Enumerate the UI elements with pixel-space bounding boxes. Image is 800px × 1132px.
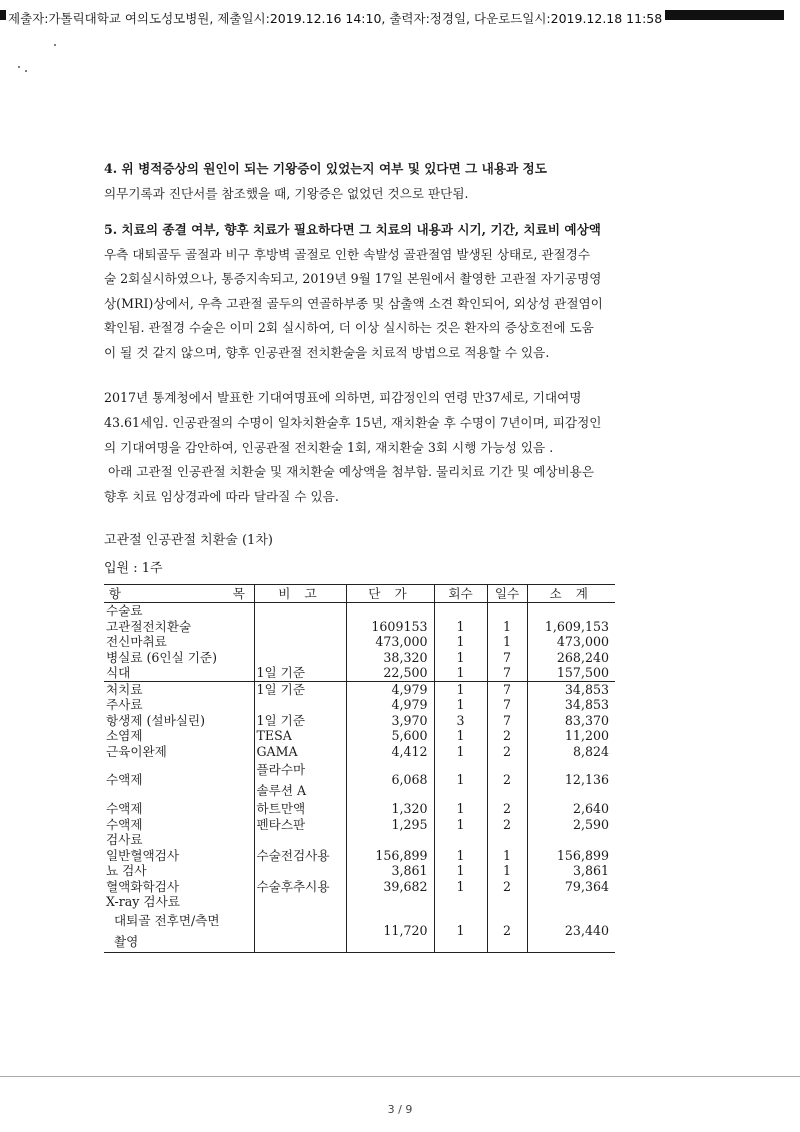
table-header-row xyxy=(104,585,615,603)
cell-price: 4,979 xyxy=(346,681,434,697)
cell-price: 3,861 xyxy=(346,863,434,879)
paragraph-line: 의 기대여명을 감안하여, 인공관절 전치환술 1회, 재치환술 3회 시행 가능성 있음 . xyxy=(104,439,554,455)
cell-price xyxy=(346,603,434,619)
cell-price xyxy=(346,832,434,848)
cell-item: 전신마취료 xyxy=(106,634,167,649)
paragraph-line: 43.61세임. 인공관절의 수명이 일차치환술후 15년, 재치환술 후 수명이 7년이며, 피감정인 xyxy=(104,414,602,430)
section-5-line: 우측 대퇴골두 골절과 비구 후방벽 골절로 인한 속발성 골관절염 발생된 상태로, 관절경수 xyxy=(104,246,590,262)
cell-subtotal: 83,370 xyxy=(527,713,615,729)
cell-item xyxy=(104,910,254,953)
cell-days xyxy=(487,832,527,848)
cell-price: 156,899 xyxy=(346,848,434,864)
cell-days xyxy=(487,603,527,619)
cell-item: 근육이완제 xyxy=(106,743,167,759)
cell-item: 병실료 (6인실 기준) xyxy=(106,649,218,665)
cell-price: 11,720 xyxy=(346,910,434,953)
table-row xyxy=(104,910,615,953)
cell-days: 1 xyxy=(487,863,527,879)
table-row xyxy=(104,681,615,697)
cell-days: 1 xyxy=(487,634,527,650)
cell-item: 주사료 xyxy=(106,697,143,712)
cell-times: 1 xyxy=(434,681,487,697)
table-row xyxy=(104,665,615,681)
table-row xyxy=(104,759,615,801)
section-4-line: 의무기록과 진단서를 참조했을 때, 기왕증은 없었던 것으로 판단됨. xyxy=(104,185,469,201)
cell-price: 4,979 xyxy=(346,697,434,713)
cell-note xyxy=(254,832,346,848)
cell-subtotal: 2,640 xyxy=(527,801,615,817)
table-row xyxy=(104,697,615,713)
cell-subtotal xyxy=(527,894,615,910)
cell-note xyxy=(254,634,346,650)
cell-days: 2 xyxy=(487,744,527,760)
cell-times: 1 xyxy=(434,697,487,713)
section-5-line: 술 2회실시하였으나, 통증지속되고, 2019년 9월 17일 본원에서 촬영한 고관절 자기공명영 xyxy=(104,271,602,286)
cell-subtotal: 157,500 xyxy=(527,665,615,681)
cell-price: 38,320 xyxy=(346,650,434,666)
cell-times xyxy=(434,894,487,910)
cell-subtotal: 79,364 xyxy=(527,879,615,895)
cell-subtotal xyxy=(527,832,615,848)
cell-price: 39,682 xyxy=(346,879,434,895)
section-5-line: 이 될 것 같지 않으며, 향후 인공관절 전치환술을 치료적 방법으로 적용할 수 있음. xyxy=(104,344,550,360)
section-5-line: 상(MRI)상에서, 우측 고관절 골두의 연골하부종 및 삼출액 소견 확인되어, 외상성 관절염이 xyxy=(104,295,603,311)
scan-speck xyxy=(54,44,56,46)
cell-subtotal xyxy=(527,603,615,619)
cell-item: 처치료 xyxy=(106,681,143,697)
footer-divider xyxy=(0,1076,800,1077)
cell-note xyxy=(254,894,346,910)
cell-times: 1 xyxy=(434,619,487,635)
column-header-days: 일수 xyxy=(487,585,527,603)
cell-times: 1 xyxy=(434,879,487,895)
cell-days: 2 xyxy=(487,728,527,744)
column-header-price: 단 가 xyxy=(346,585,434,603)
cell-item: 검사료 xyxy=(106,832,143,847)
cell-subtotal: 3,861 xyxy=(527,863,615,879)
cell-days: 2 xyxy=(487,817,527,833)
cell-times: 1 xyxy=(434,634,487,650)
paragraph-line: 향후 치료 임상경과에 따라 달라질 수 있음. xyxy=(104,489,339,505)
cell-item: 수술료 xyxy=(106,603,143,618)
scan-speck xyxy=(18,66,20,68)
cell-item-line: 촬영 xyxy=(106,933,139,949)
cell-times: 1 xyxy=(434,665,487,681)
cell-note xyxy=(254,697,346,713)
table-row xyxy=(104,832,615,848)
table-row xyxy=(104,713,615,729)
column-header-item-text: 항 목 xyxy=(108,586,249,601)
cell-times: 3 xyxy=(434,713,487,729)
section-5-heading: 5. 치료의 종결 여부, 향후 치료가 필요하다면 그 치료의 내용과 시기, 기간, 치료비 예상액 xyxy=(104,222,601,237)
cell-price xyxy=(346,894,434,910)
cell-subtotal: 23,440 xyxy=(527,910,615,953)
cell-price: 473,000 xyxy=(346,634,434,650)
cell-note: GAMA xyxy=(254,744,346,760)
cell-note-line: 플라수마 xyxy=(256,762,306,777)
cell-times: 1 xyxy=(434,910,487,953)
cell-item-line: 대퇴골 전후면/측면 xyxy=(106,912,220,928)
cell-days: 2 xyxy=(487,801,527,817)
cell-note: 1일 기준 xyxy=(254,681,346,697)
table-row xyxy=(104,894,615,910)
cell-note xyxy=(254,650,346,666)
table-row xyxy=(104,650,615,666)
scan-speck xyxy=(25,70,27,72)
cell-note: 펜타스판 xyxy=(254,817,346,833)
cell-item: 수액제 xyxy=(106,816,143,832)
cell-item: X-ray 검사료 xyxy=(106,894,180,909)
column-header-item xyxy=(104,585,254,603)
cell-note: 1일 기준 xyxy=(254,713,346,729)
cell-price: 3,970 xyxy=(346,713,434,729)
cell-item: 항생제 (설바실린) xyxy=(106,712,205,728)
cell-subtotal: 12,136 xyxy=(527,759,615,801)
cell-times: 1 xyxy=(434,863,487,879)
column-header-subtotal: 소 계 xyxy=(527,585,615,603)
cell-days: 7 xyxy=(487,650,527,666)
cell-subtotal: 268,240 xyxy=(527,650,615,666)
cell-item: 고관절전치환술 xyxy=(106,618,192,634)
cell-item: 뇨 검사 xyxy=(106,863,147,878)
cell-item: 일반혈액검사 xyxy=(106,847,179,863)
table-row xyxy=(104,879,615,895)
cell-price: 1,295 xyxy=(346,817,434,833)
submission-header: 제출자:가톨릭대학교 여의도성모병원, 제출일시:2019.12.16 14:10, 출력자:정경일, 다운로드일시:2019.12.18 11:58 xyxy=(6,9,665,27)
cell-subtotal: 11,200 xyxy=(527,728,615,744)
section-4-heading: 4. 위 병적증상의 원인이 되는 기왕증이 있었는지 여부 및 있다면 그 내용과 정도 xyxy=(104,161,547,176)
table-row xyxy=(104,634,615,650)
cell-subtotal: 1,609,153 xyxy=(527,619,615,635)
section-4 xyxy=(104,157,704,206)
cell-days: 1 xyxy=(487,848,527,864)
cell-subtotal: 34,853 xyxy=(527,681,615,697)
table-title: 고관절 인공관절 치환술 (1차) xyxy=(104,533,273,548)
cell-note: 수술전검사용 xyxy=(254,848,346,864)
cell-days: 1 xyxy=(487,619,527,635)
table-row xyxy=(104,728,615,744)
table-row xyxy=(104,863,615,879)
cell-item: 수액제 xyxy=(106,772,143,788)
table-row xyxy=(104,801,615,817)
cell-days: 2 xyxy=(487,879,527,895)
cell-note: 1일 기준 xyxy=(254,665,346,681)
cell-days: 7 xyxy=(487,697,527,713)
cell-times: 1 xyxy=(434,848,487,864)
section-5 xyxy=(104,218,704,365)
cell-times xyxy=(434,832,487,848)
cell-subtotal: 2,590 xyxy=(527,817,615,833)
cell-days xyxy=(487,894,527,910)
table-row xyxy=(104,603,615,619)
cell-days: 7 xyxy=(487,681,527,697)
cell-subtotal: 473,000 xyxy=(527,634,615,650)
cell-price: 5,600 xyxy=(346,728,434,744)
cell-days: 2 xyxy=(487,910,527,953)
cell-item: 수액제 xyxy=(106,801,143,816)
cell-note xyxy=(254,759,346,801)
cell-subtotal: 156,899 xyxy=(527,848,615,864)
table-row xyxy=(104,848,615,864)
table-row xyxy=(104,744,615,760)
cell-price: 1609153 xyxy=(346,619,434,635)
page-number: 3 / 9 xyxy=(387,1103,413,1116)
cell-note-line: 솔루션 A xyxy=(256,783,307,798)
cell-price: 1,320 xyxy=(346,801,434,817)
cell-times: 1 xyxy=(434,650,487,666)
cell-note: 수술후추시용 xyxy=(254,879,346,895)
paragraph-line: 2017년 통계청에서 발표한 기대여명표에 의하면, 피감정인의 연령 만37세로, 기대여명 xyxy=(104,390,582,405)
cost-estimate-table xyxy=(104,584,615,953)
cell-subtotal: 8,824 xyxy=(527,744,615,760)
cell-times: 1 xyxy=(434,759,487,801)
cell-note xyxy=(254,619,346,635)
cell-note xyxy=(254,910,346,953)
cell-price: 4,412 xyxy=(346,744,434,760)
cell-times xyxy=(434,603,487,619)
cell-price: 6,068 xyxy=(346,759,434,801)
cell-days: 7 xyxy=(487,713,527,729)
table-row xyxy=(104,817,615,833)
cell-times: 1 xyxy=(434,801,487,817)
cell-price: 22,500 xyxy=(346,665,434,681)
column-header-note: 비 고 xyxy=(254,585,346,603)
cell-days: 2 xyxy=(487,759,527,801)
cell-days: 7 xyxy=(487,665,527,681)
cell-subtotal: 34,853 xyxy=(527,697,615,713)
admission-period: 입원 : 1주 xyxy=(104,561,163,576)
cell-times: 1 xyxy=(434,744,487,760)
cell-item: 식대 xyxy=(104,665,254,681)
cell-item: 혈액화학검사 xyxy=(106,878,179,894)
cell-item: 소염제 xyxy=(106,728,143,743)
cell-note xyxy=(254,863,346,879)
cell-note: 하트만액 xyxy=(254,801,346,817)
column-header-times: 회수 xyxy=(434,585,487,603)
cell-times: 1 xyxy=(434,817,487,833)
cell-times: 1 xyxy=(434,728,487,744)
life-expectancy-paragraph xyxy=(104,386,704,510)
section-5-line: 확인됨. 관절경 수술은 이미 2회 실시하여, 더 이상 실시하는 것은 환자의 증상호전에 도움 xyxy=(104,320,594,335)
table-row xyxy=(104,619,615,635)
cell-note xyxy=(254,603,346,619)
cell-note: TESA xyxy=(254,728,346,744)
paragraph-line: 아래 고관절 인공관절 치환술 및 재치환술 예상액을 첨부함. 물리치료 기간 및 예상비용은 xyxy=(104,464,595,480)
